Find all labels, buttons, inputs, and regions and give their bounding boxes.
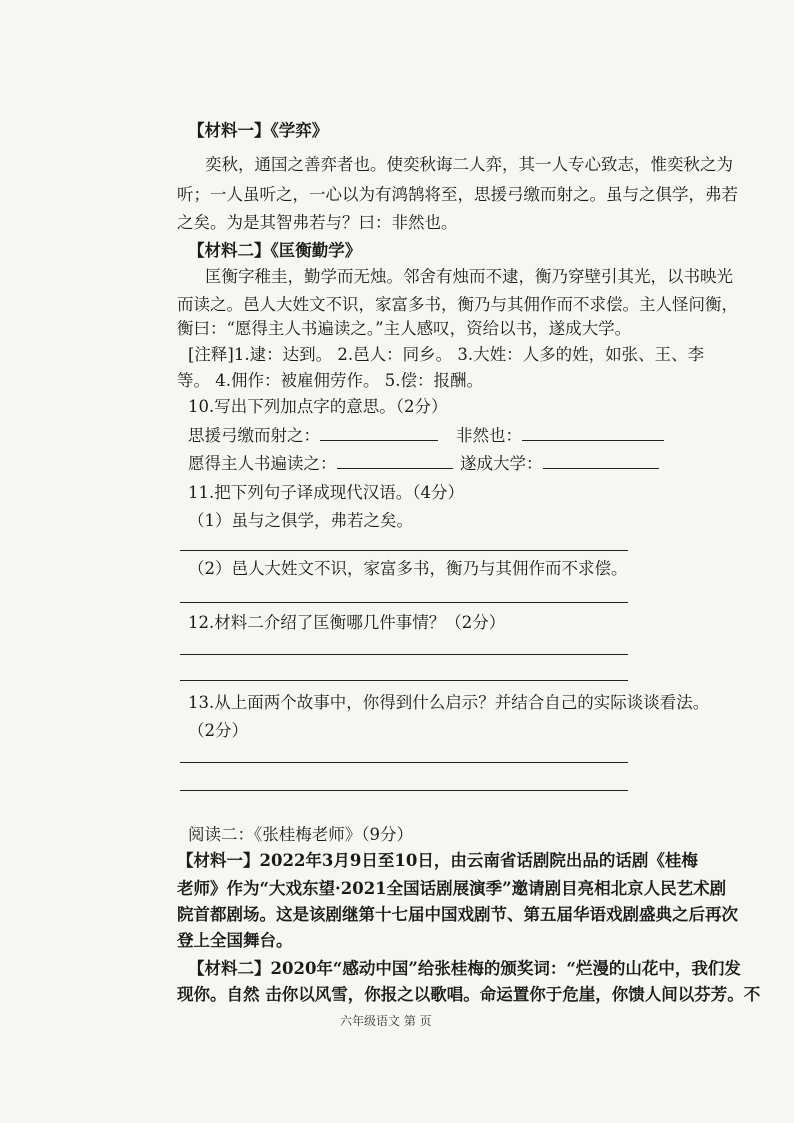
reading-two-paragraph-line: 登上全国舞台。 (177, 931, 293, 950)
reading-two-paragraph-line: 现你。自然 击你以风雪，你报之以歌唱。命运置你于危崖，你馈人间以芬芳。不 (177, 985, 761, 1004)
notes-line: [注释]1.逮：达到。 2.邑人：同乡。 3.大姓：人多的姓，如张、王、李 (188, 345, 705, 364)
answer-blank-10b[interactable] (522, 424, 664, 441)
answer-line-13-1[interactable] (180, 762, 628, 763)
reading-two-paragraph-line: 老师》作为“大戏东望·2021全国话剧展演季”邀请剧目亮相北京人民艺术剧 (177, 879, 727, 898)
question-10-prompt-c: 愿得主人书遍读之： (188, 454, 337, 473)
question-10-item-c (188, 452, 453, 475)
question-10-item-a (188, 424, 438, 447)
answer-line-13-2[interactable] (180, 790, 628, 791)
question-10-prompt-a: 思援弓缴而射之： (188, 426, 320, 445)
answer-blank-10d[interactable] (543, 452, 659, 469)
question-12-title: 12.材料二介绍了匡衡哪几件事情？（2分） (188, 613, 506, 632)
material-2-paragraph-line: 衡曰：“愿得主人书遍读之。”主人感叹，资给以书，遂成大学。 (177, 319, 632, 338)
question-10-item-b (456, 424, 664, 447)
question-11-sentence-2: （2）邑人大姓文不识，家富多书，衡乃与其佣作而不求偿。 (188, 559, 628, 578)
material-2-paragraph-line: 匡衡字稚圭，勤学而无烛。邻舍有烛而不逮，衡乃穿壁引其光，以书映光 (205, 267, 733, 286)
question-13-score: （2分） (188, 721, 248, 740)
reading-two-paragraph-line: 【材料一】2022年3月9日至10日，由云南省话剧院出品的话剧《桂梅 (177, 851, 698, 870)
answer-line-11-2[interactable] (180, 602, 628, 603)
answer-line-12-2[interactable] (180, 680, 628, 681)
notes-line: 等。 4.佣作：被雇佣劳作。 5.偿：报酬。 (177, 371, 483, 390)
question-10-item-d (460, 452, 659, 475)
question-11-title: 11.把下列句子译成现代汉语。（4分） (188, 483, 464, 502)
answer-line-11-1[interactable] (180, 550, 628, 551)
reading-two-paragraph-line: 院首都剧场。这是该剧继第十七届中国戏剧节、第五届华语戏剧盛典之后再次 (177, 905, 738, 924)
material-2-title: 【材料二】《匡衡勤学》 (188, 241, 362, 260)
question-13-title: 13.从上面两个故事中，你得到什么启示？并结合自己的实际谈谈看法。 (188, 693, 710, 712)
material-1-paragraph-line: 之矣。为是其智弗若与？曰：非然也。 (177, 213, 458, 232)
reading-two-paragraph-line: 【材料二】2020年“感动中国”给张桂梅的颁奖词：“烂漫的山花中，我们发 (188, 959, 741, 978)
answer-line-12-1[interactable] (180, 654, 628, 655)
question-10-prompt-d: 遂成大学： (460, 454, 543, 473)
question-10-prompt-b: 非然也： (456, 426, 522, 445)
answer-blank-10a[interactable] (320, 424, 438, 441)
question-11-sentence-1: （1）虽与之俱学，弗若之矣。 (188, 511, 413, 530)
answer-blank-10c[interactable] (337, 452, 453, 469)
material-1-paragraph-line: 听；一人虽听之，一心以为有鸿鹄将至，思援弓缴而射之。虽与之俱学，弗若 (177, 185, 738, 204)
reading-two-title: 阅读二：《张桂梅老师》（9分） (188, 825, 413, 844)
page-footer: 六年级语文 第 页 (340, 1014, 432, 1028)
material-1-title: 【材料一】《学弈》 (188, 121, 329, 140)
question-10-title: 10.写出下列加点字的意思。（2分） (188, 397, 448, 416)
material-2-paragraph-line: 而读之。邑人大姓文不识，家富多书，衡乃与其佣作而不求偿。主人怪问衡， (177, 295, 738, 314)
material-1-paragraph-line: 奕秋，通国之善弈者也。使奕秋诲二人弈，其一人专心致志，惟奕秋之为 (205, 155, 733, 174)
